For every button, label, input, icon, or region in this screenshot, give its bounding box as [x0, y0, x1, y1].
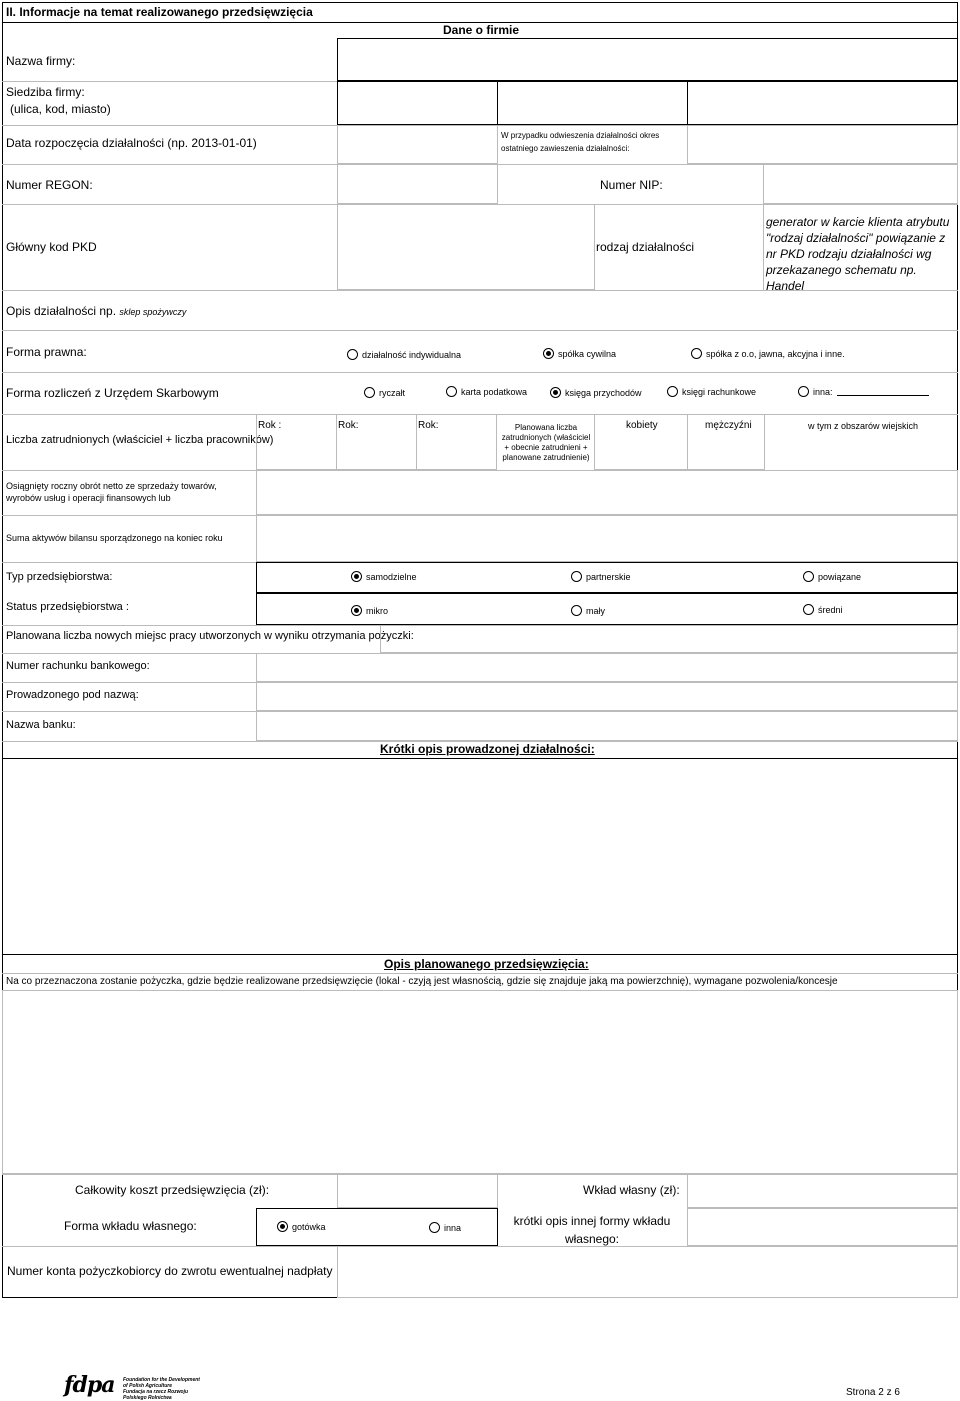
- regon-label: Numer REGON:: [6, 178, 93, 192]
- enterprise-type-label: Typ przedsiębiorstwa:: [6, 571, 113, 583]
- radio-icon: [667, 386, 678, 397]
- radio-icon: [803, 604, 814, 615]
- hq-street-field[interactable]: [337, 81, 498, 125]
- nip-field[interactable]: [763, 164, 958, 204]
- employment-rural: w tym z obszarów wiejskich: [808, 421, 919, 431]
- radio-icon: [798, 386, 809, 397]
- loan-purpose-label: Na co przeznaczona zostanie pożyczka, gdzie będzie realizowane przedsięwzięcie (lokal - czyją jest własnością, gdzie się znajduje jaką ma powierzchnię), wymagane pozwolenia/koncesje: [6, 976, 838, 987]
- radio-icon: [347, 349, 358, 360]
- radio-checked-icon: [277, 1221, 288, 1232]
- legal-form-option-company[interactable]: spółka z o.o, jawna, akcyjna i inne.: [691, 348, 845, 359]
- radio-icon: [446, 386, 457, 397]
- run-under-name-label: Prowadzonego pod nazwą:: [6, 689, 139, 701]
- enterprise-type-option-partner[interactable]: partnerskie: [571, 571, 631, 582]
- tax-form-option-tax-card[interactable]: karta podatkowa: [446, 386, 527, 397]
- enterprise-status-option-small[interactable]: mały: [571, 605, 605, 616]
- section-header: II. Informacje na temat realizowanego przedsięwzięcia: [6, 5, 313, 19]
- employment-men: mężczyźni: [705, 420, 752, 431]
- hq-code-field[interactable]: [497, 81, 688, 125]
- hq-label-line1: Siedziba firmy:: [6, 85, 85, 99]
- start-date-label: Data rozpoczęcia działalności (np. 2013-01-01): [6, 136, 257, 150]
- tax-form-option-revenue-book[interactable]: księga przychodów: [550, 387, 642, 398]
- employment-year2: Rok:: [338, 420, 359, 431]
- total-cost-field[interactable]: [337, 1174, 498, 1208]
- assets-field[interactable]: [256, 515, 958, 562]
- legal-form-option-individual[interactable]: działalność indywidualna: [347, 349, 461, 360]
- tax-form-option-accounting-books[interactable]: księgi rachunkowe: [667, 386, 756, 397]
- enterprise-status-option-medium[interactable]: średni: [803, 604, 843, 615]
- hq-city-field[interactable]: [687, 81, 958, 125]
- employment-label: Liczba zatrudnionych (właściciel + liczba pracowników): [6, 434, 274, 446]
- tax-form-label: Forma rozliczeń z Urzędem Skarbowym: [6, 386, 219, 400]
- project-desc-header: Opis planowanego przedsięwzięcia:: [384, 957, 589, 971]
- other-form-desc-label: krótki opis innej formy wkładu własnego:: [513, 1214, 671, 1246]
- activity-summary-header: Krótki opis prowadzonej działalności:: [380, 742, 595, 756]
- new-jobs-label: Planowana liczba nowych miejsc pracy utworzonych w wyniku otrzymania pożyczki:: [6, 630, 414, 642]
- own-contribution-field[interactable]: [687, 1174, 958, 1208]
- foundation-pl-2: Polskiego Rolnictwa: [123, 1395, 172, 1401]
- own-contribution-label: Wkład własny (zł):: [583, 1183, 680, 1197]
- turnover-label: Osiągnięty roczny obrót netto ze sprzedaży towarów, wyrobów usług i operacji finansowych lub: [6, 481, 217, 503]
- assets-label: Suma aktywów bilansu sporządzonego na koniec roku: [6, 533, 223, 543]
- total-cost-label: Całkowity koszt przedsięwzięcia (zł):: [75, 1183, 270, 1197]
- bank-account-label: Numer rachunku bankowego:: [6, 660, 150, 672]
- radio-icon: [803, 571, 814, 582]
- tax-form-option-lump-sum[interactable]: ryczałt: [364, 387, 405, 398]
- other-underline[interactable]: [837, 387, 929, 396]
- radio-checked-icon: [351, 571, 362, 582]
- refund-account-label: Numer konta pożyczkobiorcy do zwrotu ewentualnej nadpłaty: [7, 1264, 333, 1278]
- activity-desc-label-text: Opis działalności np.: [6, 304, 117, 318]
- radio-icon: [571, 571, 582, 582]
- employment-year1: Rok :: [258, 420, 282, 431]
- bank-name-label: Nazwa banku:: [6, 719, 76, 731]
- radio-checked-icon: [543, 348, 554, 359]
- radio-icon: [364, 387, 375, 398]
- new-jobs-field[interactable]: [380, 625, 958, 653]
- contribution-form-option-other[interactable]: inna: [429, 1222, 461, 1233]
- loan-purpose-field[interactable]: [2, 990, 958, 1174]
- radio-icon: [691, 348, 702, 359]
- suspension-field[interactable]: [687, 125, 958, 164]
- contribution-form-label: Forma wkładu własnego:: [64, 1219, 197, 1233]
- regon-field[interactable]: [337, 164, 498, 204]
- page-number: Strona 2 z 6: [846, 1387, 900, 1398]
- radio-icon: [571, 605, 582, 616]
- foundation-en-2: of Polish Agriculture: [123, 1383, 172, 1389]
- fdpa-logo-text: fdpa: [64, 1372, 115, 1398]
- radio-icon: [429, 1222, 440, 1233]
- enterprise-status-label: Status przedsiębiorstwa :: [6, 601, 129, 613]
- activity-desc-label: [6, 304, 186, 318]
- enterprise-type-option-independent[interactable]: samodzielne: [351, 571, 417, 582]
- activity-type-label: rodzaj działalności: [596, 240, 695, 254]
- legal-form-option-civil[interactable]: spółka cywilna: [543, 348, 616, 359]
- foundation-pl-1: Fundacja na rzecz Rozwoju: [123, 1389, 189, 1395]
- fdpa-logo: [64, 1372, 114, 1398]
- other-form-desc-field[interactable]: [687, 1208, 958, 1246]
- contribution-form-option-cash[interactable]: gotówka: [277, 1221, 326, 1232]
- employment-year3: Rok:: [418, 420, 439, 431]
- company-header: Dane o firmie: [443, 23, 520, 37]
- radio-checked-icon: [351, 605, 362, 616]
- suspension-label-line1: W przypadku odwieszenia działalności okres: [501, 131, 660, 140]
- nip-label: Numer NIP:: [600, 178, 663, 192]
- generator-note: generator w karcie klienta atrybutu "rodzaj działalności" powiązanie z nr PKD rodzaju działalności wg przekazanego schematu np. Handel: [766, 215, 950, 293]
- hq-label-line2: (ulica, kod, miasto): [10, 102, 111, 116]
- pkd-field[interactable]: [337, 204, 595, 290]
- refund-account-field[interactable]: [337, 1246, 958, 1298]
- activity-desc-example: sklep spożywczy: [119, 307, 187, 317]
- foundation-text: [123, 1377, 200, 1401]
- enterprise-type-option-linked[interactable]: powiązane: [803, 571, 861, 582]
- suspension-label-line2: ostatniego zawieszenia działalności:: [501, 144, 630, 153]
- foundation-en-1: Foundation for the Development: [123, 1377, 200, 1383]
- enterprise-status-option-micro[interactable]: mikro: [351, 605, 388, 616]
- start-date-field[interactable]: [337, 125, 498, 164]
- turnover-field[interactable]: [256, 470, 958, 515]
- run-under-name-field[interactable]: [256, 682, 958, 711]
- employment-planned: Planowana liczba zatrudnionych (właściciel + obecnie zatrudnieni + planowane zatrudnienie): [501, 423, 591, 462]
- legal-form-label: Forma prawna:: [6, 345, 87, 359]
- bank-name-field[interactable]: [256, 711, 958, 741]
- company-name-field[interactable]: [337, 38, 958, 81]
- employment-women: kobiety: [626, 420, 658, 431]
- pkd-label: Główny kod PKD: [6, 240, 97, 254]
- company-name-label: Nazwa firmy:: [6, 54, 76, 68]
- radio-checked-icon: [550, 387, 561, 398]
- tax-form-option-other[interactable]: inna:: [798, 386, 929, 397]
- activity-summary-field[interactable]: [2, 758, 958, 955]
- bank-account-field[interactable]: [256, 653, 958, 682]
